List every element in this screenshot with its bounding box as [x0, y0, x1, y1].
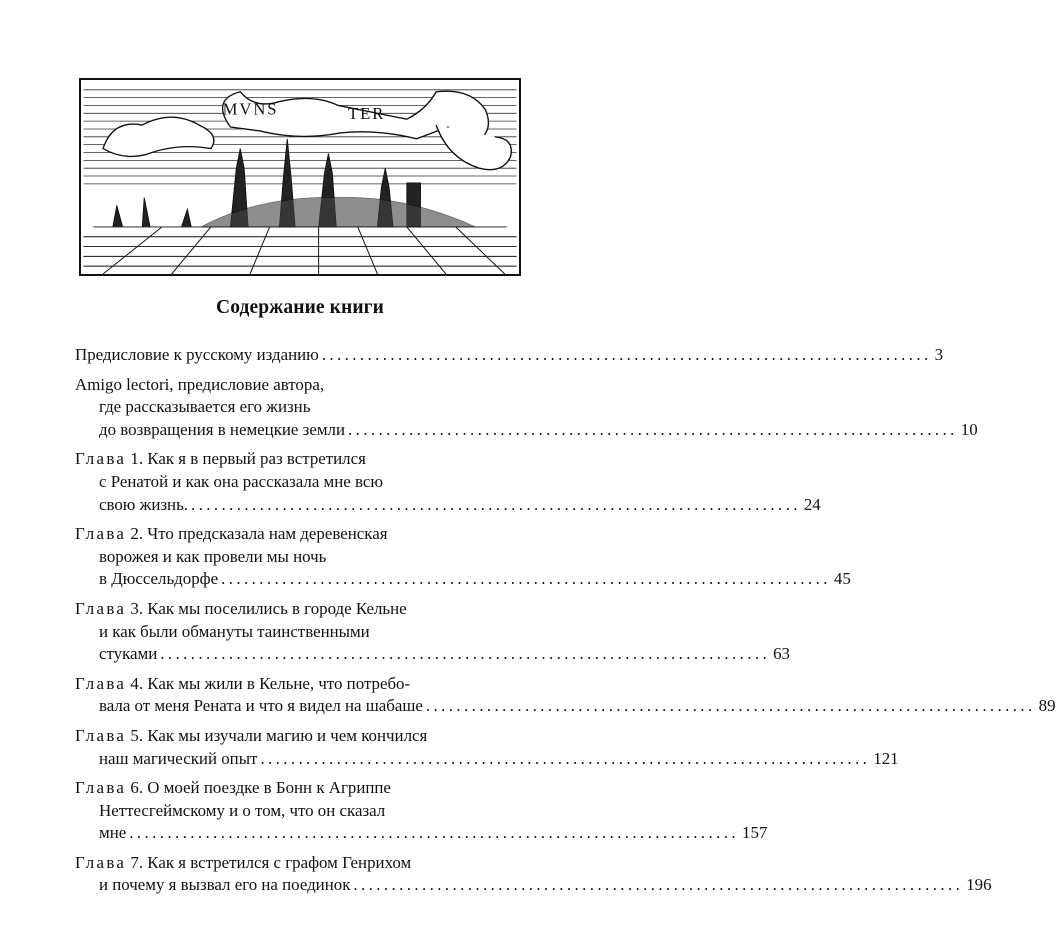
toc-line-text: мне [99, 823, 127, 843]
toc-entry-text [75, 524, 387, 543]
toc-entry[interactable] [75, 673, 1056, 718]
page-number: 3 [934, 345, 944, 364]
dot-leader: ................................................................................ [353, 875, 964, 895]
page-number: 89 [1038, 696, 1056, 716]
toc-line-text: 2. Что предсказала нам деревенская [130, 524, 388, 544]
toc-entry-line [75, 725, 500, 748]
toc-line-text: в Дюссельдорфе [99, 569, 219, 589]
dot-leader: ................................................................................ [347, 419, 958, 439]
toc-entry-text [99, 568, 218, 591]
toc-line-text: Amigo lectori, предисловие автора, [75, 374, 325, 394]
toc-entry-line [75, 546, 500, 569]
toc-entry-line [75, 673, 500, 696]
toc-entry-line [75, 852, 500, 875]
toc-entry-text [99, 397, 310, 416]
toc-entry-last-line [75, 419, 978, 442]
toc-line-text: 1. Как я в первый раз встретился [130, 449, 366, 469]
banner-text-left: MVNS [222, 99, 279, 119]
banner-text-right: TER [348, 104, 386, 124]
table-of-contents [75, 344, 1056, 904]
toc-line-text: наш магический опыт [99, 748, 258, 768]
dot-leader: ................................................................................ [160, 644, 771, 664]
toc-line-text: ворожея и как провели мы ночь [99, 546, 327, 566]
toc-entry-line [75, 777, 500, 800]
page-number: 157 [742, 823, 768, 843]
toc-entry-last-line [75, 494, 821, 517]
toc-entry-text [99, 822, 126, 845]
toc-entry-text [75, 599, 407, 618]
toc-entry[interactable] [75, 374, 978, 442]
toc-entry-last-line [75, 643, 790, 666]
toc-entry-text [75, 449, 366, 468]
toc-entry[interactable] [75, 598, 790, 666]
toc-entry-last-line [75, 344, 944, 367]
page-number: 121 [873, 748, 899, 768]
page-number: 24 [803, 494, 821, 514]
dot-leader: ................................................................................ [191, 494, 801, 514]
toc-entry-line [75, 598, 500, 621]
toc-entry-last-line [75, 822, 768, 845]
toc-entry[interactable] [75, 725, 899, 770]
chapter-prefix: Глава [75, 598, 127, 618]
chapter-prefix: Глава [75, 449, 127, 469]
toc-entry-text [75, 375, 324, 394]
toc-entry-line [75, 374, 500, 397]
chapter-prefix: Глава [75, 673, 127, 693]
toc-entry-last-line [75, 568, 851, 591]
toc-line-text: вала от меня Рената и что я видел на шабаше [99, 696, 423, 716]
city-engraving [79, 78, 521, 276]
toc-entry-text [99, 695, 423, 718]
toc-line-text: где рассказывается его жизнь [99, 397, 311, 417]
toc-entry-line [75, 800, 500, 823]
toc-entry[interactable] [75, 777, 768, 845]
toc-entry-text [75, 344, 319, 367]
toc-entry-line [75, 471, 500, 494]
toc-entry-text [99, 622, 370, 641]
toc-entry-last-line [75, 748, 899, 771]
page-number: 196 [966, 875, 992, 895]
dot-leader: ................................................................................ [221, 569, 831, 589]
toc-entry[interactable] [75, 523, 851, 591]
toc-entry-line [75, 621, 500, 644]
toc-entry-line [75, 448, 500, 471]
page-number: 10 [960, 419, 978, 439]
toc-line-text: Неттесгеймскому и о том, что он сказал [99, 800, 386, 820]
toc-entry-last-line [75, 874, 992, 897]
toc-entry[interactable] [75, 344, 944, 367]
toc-entry[interactable] [75, 448, 821, 516]
toc-entry-text [99, 874, 350, 897]
toc-line-text: 6. О моей поездке в Бонн к Агриппе [130, 778, 391, 798]
toc-entry-text [75, 778, 391, 797]
page-number: 63 [773, 644, 790, 664]
toc-entry-text [99, 494, 188, 517]
toc-entry-line [75, 523, 500, 546]
toc-entry-text [99, 801, 385, 820]
toc-entry-text [99, 547, 326, 566]
toc-line-text: до возвращения в немецкие земли [99, 419, 345, 439]
toc-entry-text [75, 726, 427, 745]
dot-leader: ................................................................................ [260, 748, 871, 768]
toc-entry-text [75, 674, 410, 693]
toc-title: Содержание книги [216, 297, 384, 318]
toc-line-text: 5. Как мы изучали магию и чем кончился [130, 725, 428, 745]
chapter-prefix: Глава [75, 524, 127, 544]
chapter-prefix: Глава [75, 852, 127, 872]
toc-line-text: стуками [99, 644, 158, 664]
toc-line-text: Предисловие к русскому изданию [75, 345, 319, 364]
toc-line-text: с Ренатой и как она рассказала мне всю [99, 471, 383, 491]
dot-leader: ................................................................................ [321, 345, 932, 364]
toc-line-text: 7. Как я встретился с графом Генрихом [130, 852, 412, 872]
toc-entry-line [75, 396, 500, 419]
page-number: 45 [833, 569, 851, 589]
toc-entry[interactable] [75, 852, 992, 897]
toc-entry-text [99, 643, 157, 666]
toc-entry-text [99, 472, 383, 491]
toc-line-text: свою жизнь. [99, 494, 188, 514]
toc-line-text: и как были обмануты таинственными [99, 621, 370, 641]
toc-line-text: и почему я вызвал его на поединок [99, 875, 351, 895]
toc-entry-last-line [75, 695, 1056, 718]
dot-leader: ................................................................................ [129, 823, 740, 843]
chapter-prefix: Глава [75, 725, 127, 745]
toc-entry-text [75, 853, 411, 872]
dot-leader: ................................................................................ [425, 696, 1036, 716]
toc-line-text: 3. Как мы поселились в городе Кельне [130, 598, 407, 618]
toc-line-text: 4. Как мы жили в Кельне, что потребо- [130, 673, 411, 693]
toc-entry-text [99, 419, 345, 442]
chapter-prefix: Глава [75, 778, 127, 798]
toc-entry-text [99, 748, 257, 771]
